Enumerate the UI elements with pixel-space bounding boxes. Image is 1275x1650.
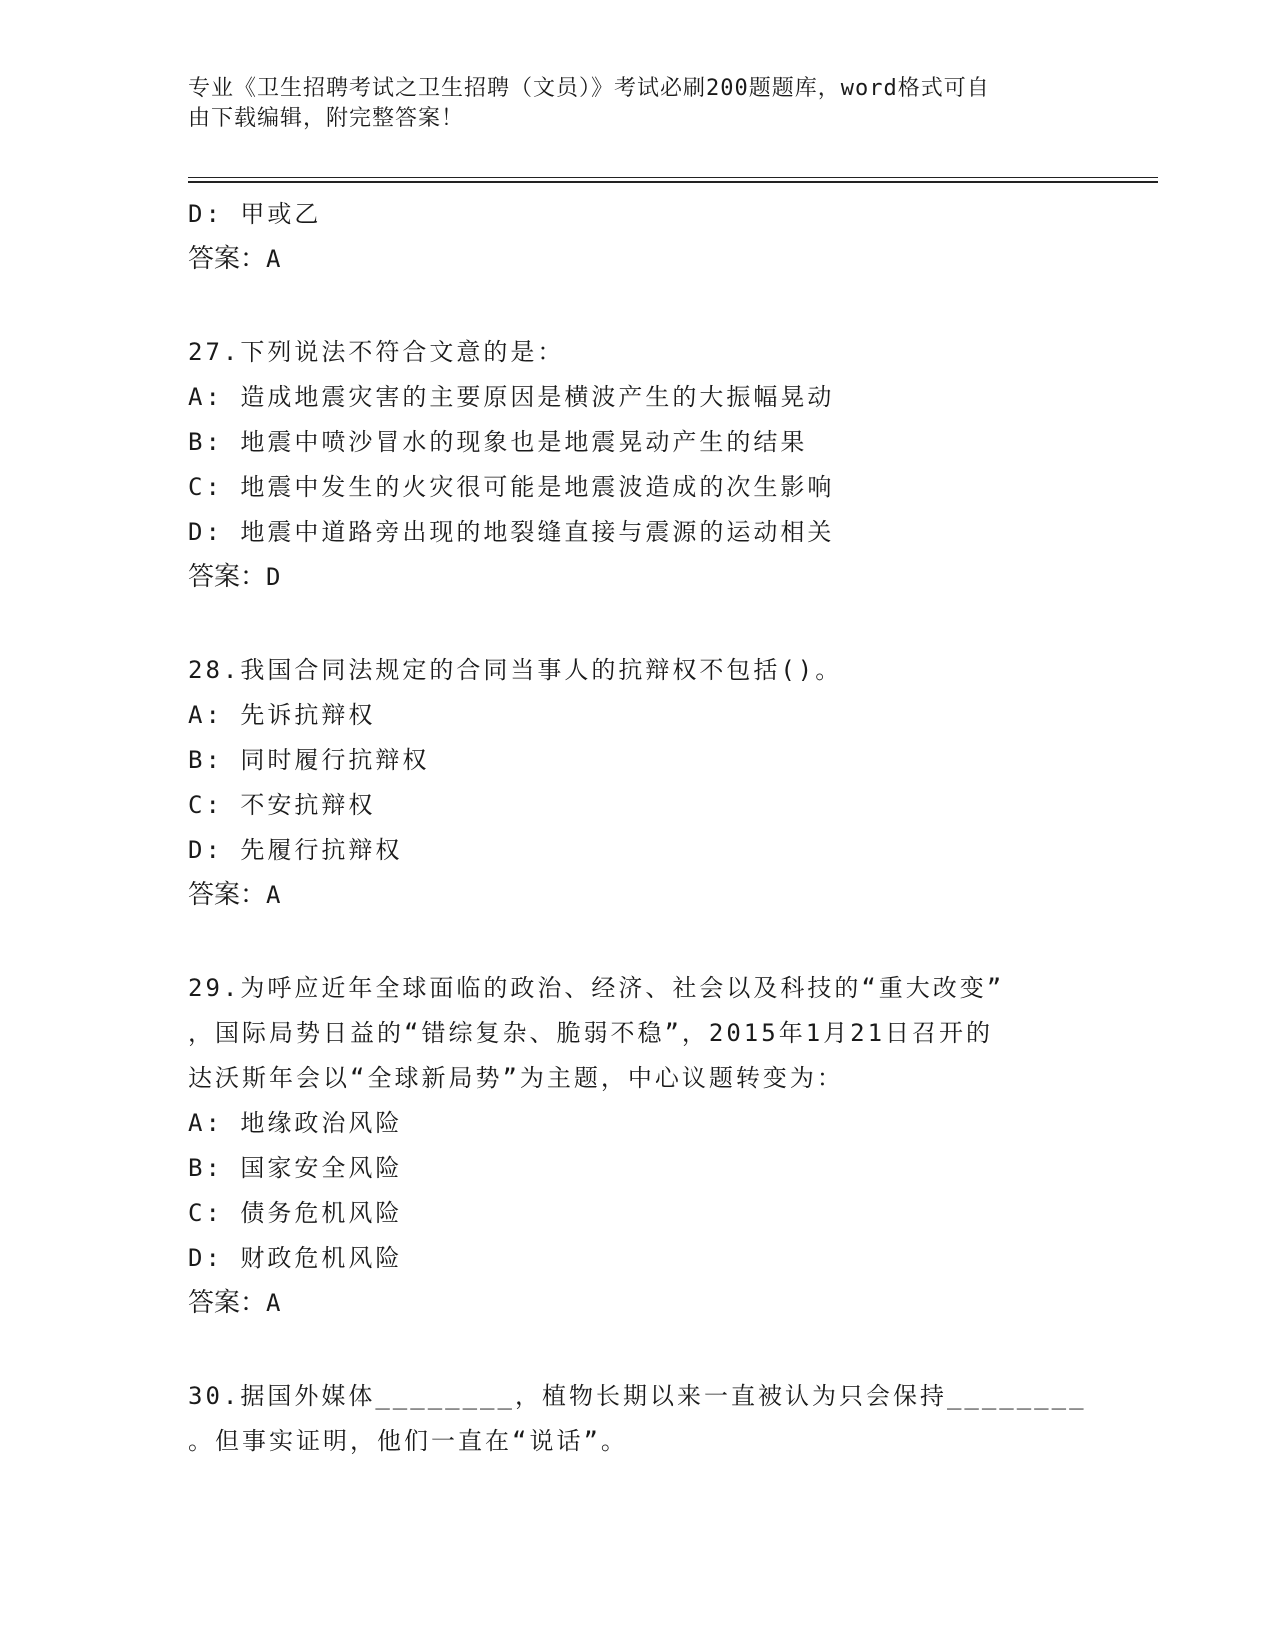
option-d: D: 甲或乙 [188, 200, 322, 228]
header-divider-thick [188, 181, 1158, 183]
answer-line [188, 873, 1088, 918]
document-header [188, 74, 1068, 134]
question-item [188, 1374, 1088, 1464]
answer-value: A [266, 245, 281, 273]
question-item [188, 966, 1088, 1326]
option-d: D: 先履行抗辩权 [188, 836, 403, 864]
answer-label: 答案： [188, 880, 267, 910]
header-divider-thin [188, 177, 1158, 178]
question-item [188, 330, 1088, 600]
question-stem: 28.我国合同法规定的合同当事人的抗辩权不包括()。 [188, 656, 843, 684]
answer-label: 答案： [188, 1288, 267, 1318]
answer-value: A [266, 881, 281, 909]
answer-value: D [266, 563, 281, 591]
question-list [188, 192, 1088, 1464]
header-title-line-2: 由下载编辑，附完整答案！ [188, 106, 465, 131]
option-c: C: 地震中发生的火灾很可能是地震波造成的次生影响 [188, 473, 835, 501]
question-stem-line-1: 30.据国外媒体________，植物长期以来一直被认为只会保持________ [188, 1382, 1087, 1410]
option-b: B: 地震中喷沙冒水的现象也是地震晃动产生的结果 [188, 428, 808, 456]
option-d: D: 地震中道路旁出现的地裂缝直接与震源的运动相关 [188, 518, 835, 546]
option-b: B: 同时履行抗辩权 [188, 746, 430, 774]
answer-line [188, 1281, 1088, 1326]
question-stem-line-2: ，国际局势日益的“错综复杂、脆弱不稳”，2015年1月21日召开的 [188, 1019, 994, 1047]
option-b: B: 国家安全风险 [188, 1154, 403, 1182]
header-title-line-1: 专业《卫生招聘考试之卫生招聘（文员）》考试必刷200题题库，word格式可自 [188, 76, 990, 101]
option-d: D: 财政危机风险 [188, 1244, 403, 1272]
option-c: C: 债务危机风险 [188, 1199, 403, 1227]
answer-line [188, 237, 1088, 282]
answer-value: A [266, 1289, 281, 1317]
option-a: A: 先诉抗辩权 [188, 701, 376, 729]
question-stem-line-1: 29.为呼应近年全球面临的政治、经济、社会以及科技的“重大改变” [188, 974, 1005, 1002]
answer-label: 答案： [188, 244, 267, 274]
question-stem-line-3: 达沃斯年会以“全球新局势”为主题，中心议题转变为： [188, 1064, 844, 1092]
question-item [188, 648, 1088, 918]
option-a: A: 造成地震灾害的主要原因是横波产生的大振幅晃动 [188, 383, 835, 411]
answer-line [188, 555, 1088, 600]
answer-label: 答案： [188, 562, 267, 592]
question-stem: 27.下列说法不符合文意的是： [188, 338, 565, 366]
question-stem-line-2: 。但事实证明，他们一直在“说话”。 [188, 1427, 628, 1455]
prev-question-tail [188, 192, 1088, 282]
option-a: A: 地缘政治风险 [188, 1109, 403, 1137]
option-c: C: 不安抗辩权 [188, 791, 376, 819]
